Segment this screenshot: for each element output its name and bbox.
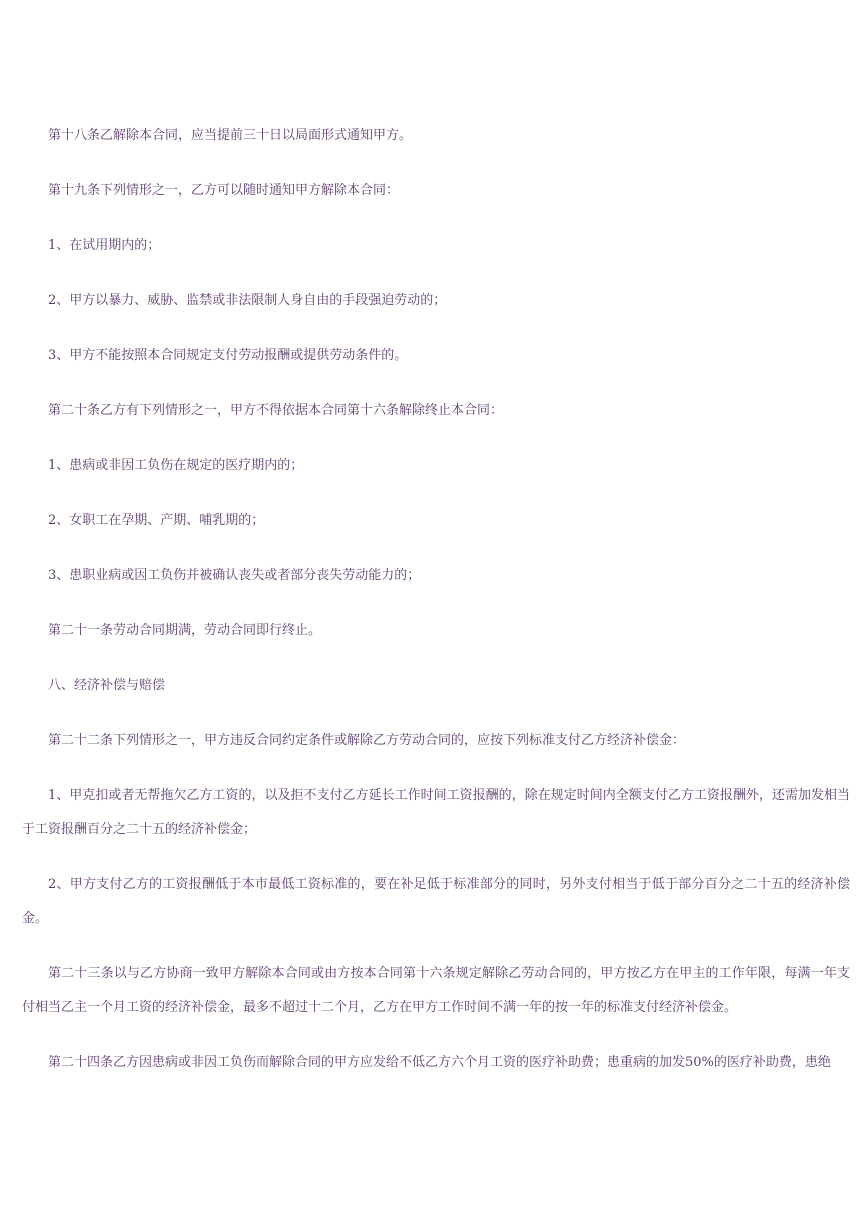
clause-24: 第二十四条乙方因患病或非因工负伤而解除合同的甲方应发给不低乙方六个月工资的医疗补助费；患重病的加发50%的医疗补助费，患绝 (48, 1055, 831, 1070)
document-body (22, 119, 850, 1080)
clause-18: 第十八条乙解除本合同，应当提前三十日以局面形式通知甲方。 (48, 128, 413, 143)
clause-21: 第二十一条劳动合同期满，劳动合同即行终止。 (48, 623, 322, 638)
clause-19: 第十九条下列情形之一，乙方可以随时通知甲方解除本合同： (48, 183, 400, 198)
clause-22: 第二十二条下列情形之一，甲方违反合同约定条件或解除乙方劳动合同的，应按下列标准支付乙方经济补偿金： (48, 733, 686, 748)
clause-22-item-1: 1、甲克扣或者无帮拖欠乙方工资的，以及拒不支付乙方延长工作时间工资报酬的，除在规定时间内全额支付乙方工资报酬外，还需加发相当于工资报酬百分之二十五的经济补偿金； (22, 788, 850, 837)
clause-22-item-2: 2、甲方支付乙方的工资报酬低于本市最低工资标准的，要在补足低于标准部分的同时，另外支付相当于低于部分百分之二十五的经济补偿金。 (22, 877, 850, 926)
clause-20-item-2: 2、女职工在孕期、产期、哺乳期的； (48, 513, 265, 528)
section-heading-8: 八、经济补偿与赔偿 (48, 678, 166, 693)
clause-23: 第二十三条以与乙方协商一致甲方解除本合同或由方按本合同第十六条规定解除乙劳动合同的，甲方按乙方在甲主的工作年限，每满一年支付相当乙主一个月工资的经济补偿金，最多不超过十二个月，乙方在甲方工作时间不满一年的按一年的标准支付经济补偿金。 (22, 966, 850, 1015)
clause-20: 第二十条乙方有下列情形之一，甲方不得依据本合同第十六条解除终止本合同： (48, 403, 504, 418)
clause-20-item-3: 3、患职业病或因工负伤并被确认丧失或者部分丧失劳动能力的； (48, 568, 421, 583)
clause-20-item-1: 1、患病或非因工负伤在规定的医疗期内的； (48, 458, 304, 473)
clause-19-item-3: 3、甲方不能按照本合同规定支付劳动报酬或提供劳动条件的。 (48, 348, 408, 363)
clause-19-item-1: 1、在试用期内的； (48, 238, 161, 253)
clause-19-item-2: 2、甲方以暴力、威胁、监禁或非法限制人身自由的手段强迫劳动的； (48, 293, 447, 308)
